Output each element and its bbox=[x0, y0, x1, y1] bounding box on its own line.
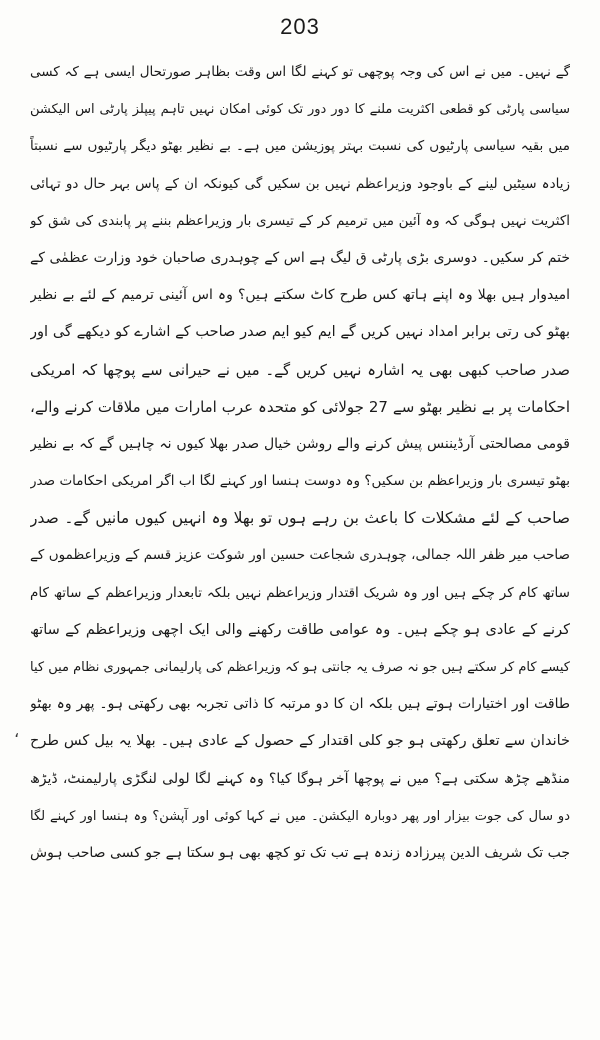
text-line: بھٹو تیسری بار وزیراعظم بن سکیں؟ وہ دوست ہنسا اور کہنے لگا اب اگر امریکی احکامات صدر bbox=[30, 473, 570, 490]
text-line: خاندان سے تعلق رکھتی ہو جو کلی اقتدار کے حصول کے عادی ہیں۔ بھلا یہ بیل کس طرح bbox=[30, 733, 570, 750]
text-line: زیادہ سیٹیں لینے کے باوجود وزیراعظم نہیں بن سکیں گی کیونکہ ان کے پاس بہر حال دو تہائی bbox=[30, 175, 570, 192]
text-line: احکامات پر بے نظیر بھٹو سے 27 جولائی کو متحدہ عرب امارات میں ملاقات کرنے والے، bbox=[30, 397, 570, 416]
text-line: کرنے کے عادی ہو چکے ہیں۔ وہ عوامی طاقت رکھنے والی ایک اچھی وزیراعظم کے ساتھ bbox=[30, 621, 570, 638]
text-line: طاقت اور اختیارات ہوتے ہیں بلکہ ان کا دو مرتبہ کا ذاتی تجربہ بھی رکھتی ہو۔ پھر وہ بھٹو bbox=[30, 696, 570, 713]
text-line: کیسے کام کر سکتے ہیں جو نہ صرف یہ جانتی ہو کہ وزیراعظم کی پارلیمانی جمہوری نظام میں کیا bbox=[30, 660, 570, 675]
text-line: سیاسی پارٹی کو قطعی اکثریت ملنے کا دور دور تک کوئی امکان نہیں تاہم پیپلز پارٹی اس الیکشن bbox=[30, 102, 570, 118]
body-text bbox=[30, 54, 570, 872]
text-line: ساتھ کام کر چکے ہیں اور وہ شریک اقتدار وزیراعظم نہیں بلکہ تابعدار وزیراعظم کے ساتھ کام bbox=[30, 584, 570, 601]
page-number: 203 bbox=[280, 14, 320, 39]
text-line: اکثریت نہیں ہوگی کہ وہ آئین میں ترمیم کر کے تیسری بار وزیراعظم بننے پر پابندی کی شق کو bbox=[30, 212, 570, 229]
text-line: منڈھے چڑھ سکتی ہے؟ میں نے پوچھا آخر ہوگا کیا؟ وہ کہنے لگا لولی لنگڑی پارلیمنٹ، ڈیڑھ bbox=[30, 770, 570, 787]
text-line: میں بقیہ سیاسی پارٹیوں کی نسبت بہتر پوزیشن میں ہے۔ بے نظیر بھٹو دیگر پارٹیوں سے نسبتاً bbox=[30, 138, 570, 155]
margin-mark: ، bbox=[14, 722, 20, 741]
text-line: بھٹو کی رتی برابر امداد نہیں کریں گے ایم کیو ایم صدر صاحب کے اشارے کو دیکھے گی اور bbox=[30, 324, 570, 341]
text-line: صاحب کے لئے مشکلات کا باعث بن رہے ہوں تو بھلا وہ انہیں کیوں مانیں گے۔ صدر bbox=[30, 509, 570, 528]
text-line: صاحب میر ظفر اللہ جمالی، چوہدری شجاعت حسین اور شوکت عزیز قسم کے وزیراعظموں کے bbox=[30, 547, 570, 564]
text-line: جب تک شریف الدین پیرزادہ زندہ ہے تب تک تو کچھ بھی ہو سکتا ہے جو کسی صاحب ہوش bbox=[30, 844, 570, 861]
text-line: امیدوار ہیں بھلا وہ اپنے ہاتھ کس طرح کاٹ سکتے ہیں؟ وہ اس آئینی ترمیم کے لئے بے نظیر bbox=[30, 287, 570, 304]
text-line: صدر صاحب کبھی بھی یہ اشارہ نہیں کریں گے۔ میں نے حیرانی سے پوچھا کہ امریکی bbox=[30, 360, 570, 379]
text-line: دو سال کی جوت بیزار اور پھر دوبارہ الیکشن۔ میں نے کہا کوئی اور آپشن؟ وہ ہنسا اور کہنے لگا bbox=[30, 808, 570, 824]
text-line: ختم کر سکیں۔ دوسری بڑی پارٹی ق لیگ ہے اس کے چوہدری صاحبان خود وزارت عظمٰی کے bbox=[30, 249, 570, 266]
text-line: قومی مصالحتی آرڈیننس پیش کرنے والے روشن خیال صدر بھلا کیوں نہ چاہیں گے کہ بے نظیر bbox=[30, 435, 570, 452]
text-line: گے نہیں۔ میں نے اس کی وجہ پوچھی تو کہنے لگا اس وقت بظاہر صورتحال ایسی ہے کہ کسی bbox=[30, 64, 570, 80]
